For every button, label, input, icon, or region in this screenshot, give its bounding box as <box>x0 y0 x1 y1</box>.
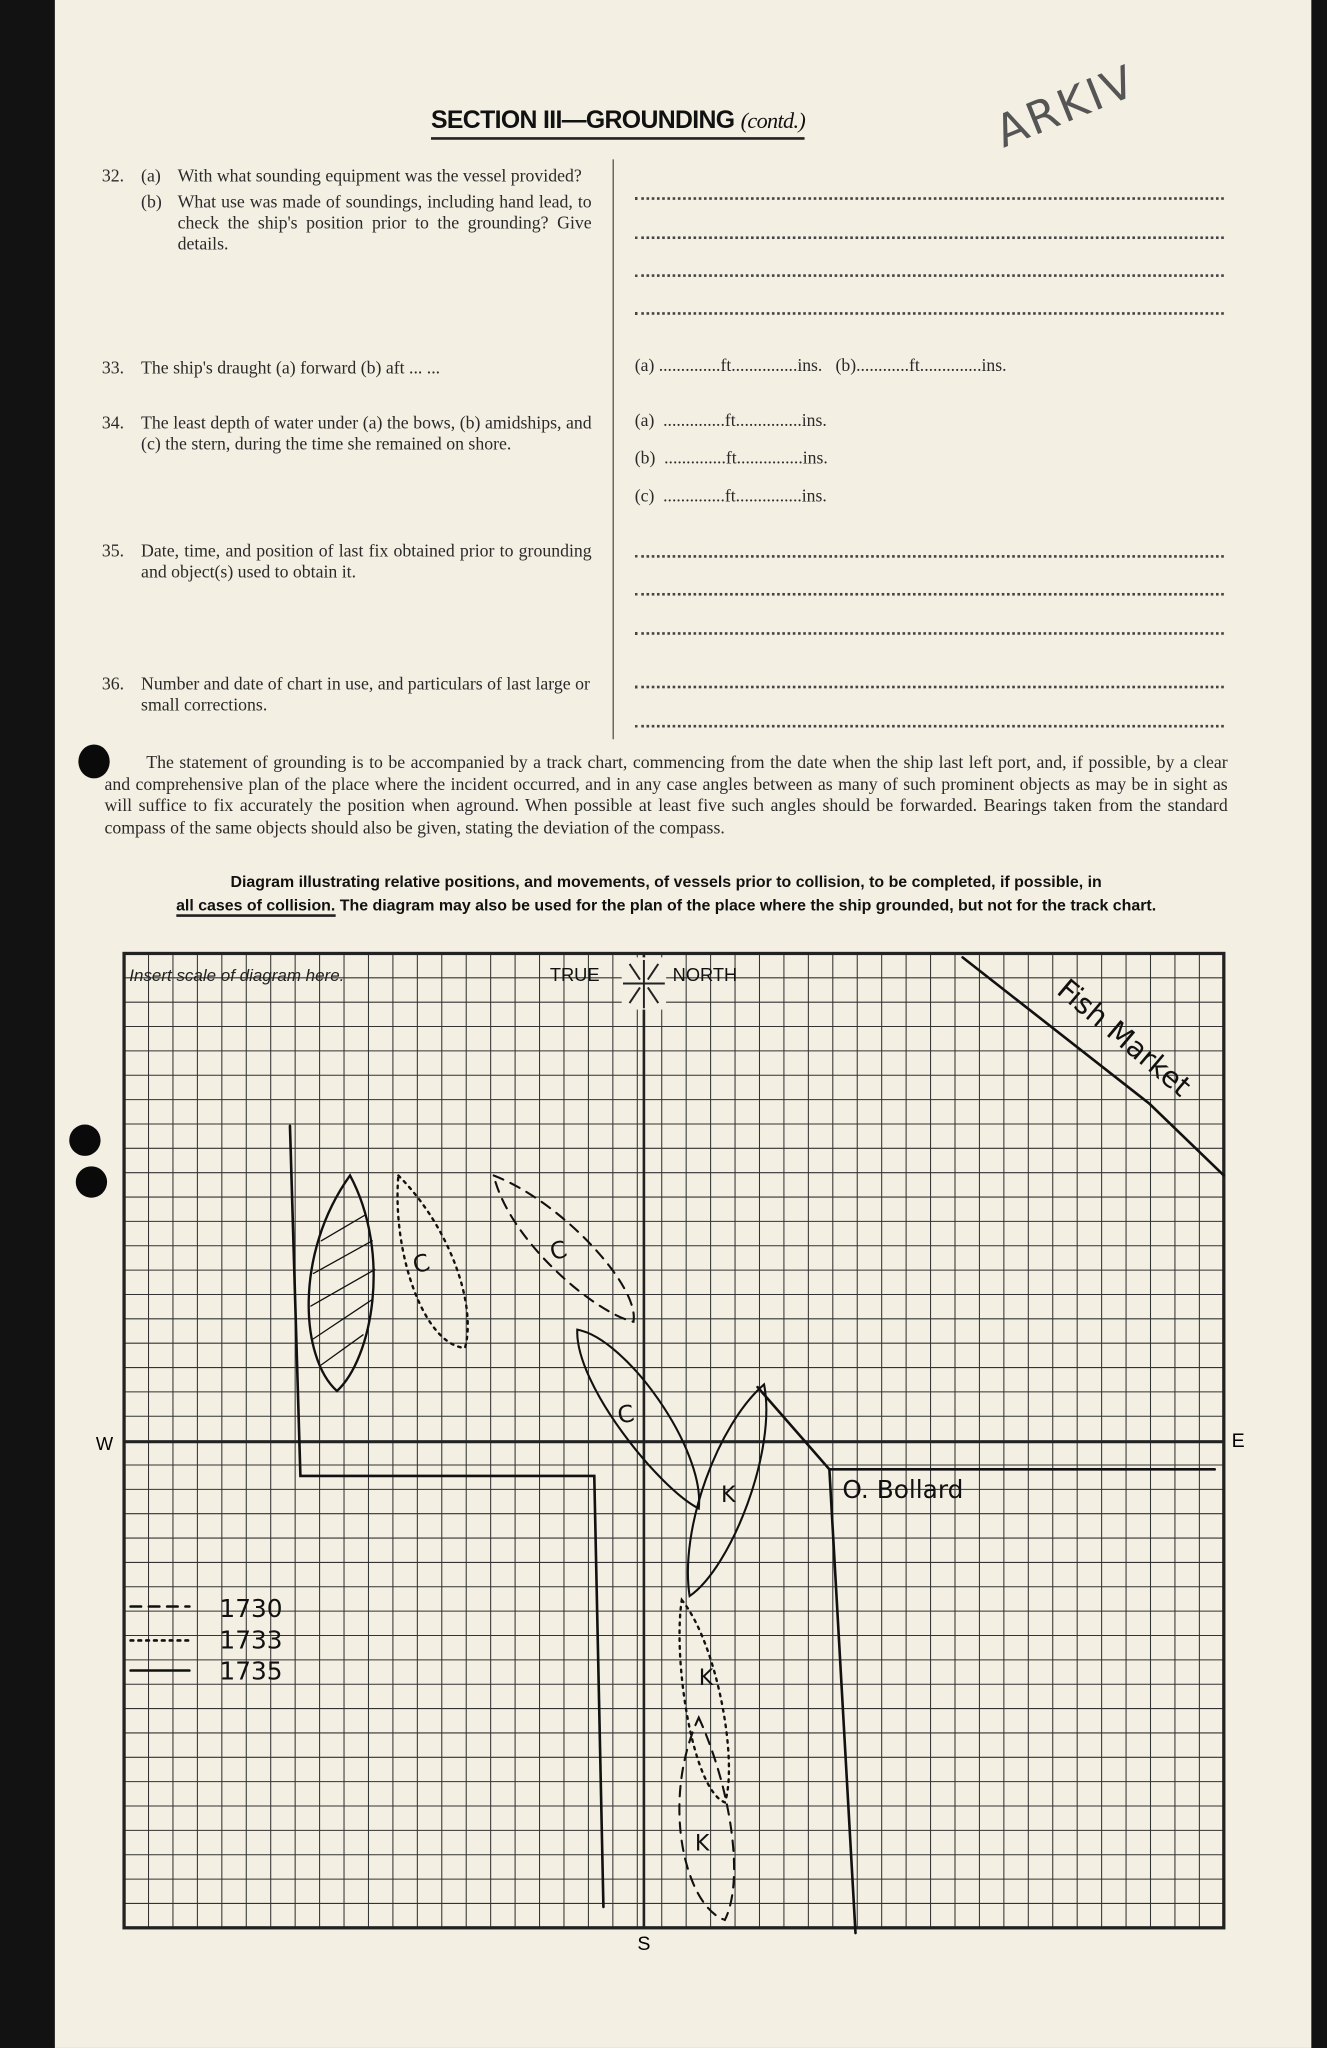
question-number: 35. <box>101 540 125 561</box>
question-text: The least depth of water under (a) the bows, (b) amidships, and (c) the stern, during the time she remained on shore. <box>141 412 592 454</box>
depth-answer-c[interactable]: (c) ..............ft...............ins. <box>634 485 827 506</box>
part-label: (b) <box>141 191 162 212</box>
question-number: 34. <box>101 412 125 433</box>
quay-wall-east <box>758 1387 1215 1469</box>
caption-underlined: all cases of collision. <box>176 896 335 917</box>
caption-text: The diagram may also be used for the plan of the place where the ship grounded, but not for the track chart. <box>339 895 1157 915</box>
east-label: E <box>1231 1430 1245 1453</box>
true-label: TRUE <box>549 963 600 985</box>
north-label: NORTH <box>672 963 738 985</box>
grounding-instructions: The statement of grounding is to be accompanied by a track chart, commencing from the date when the ship last left port, and, if possible, by a clear and comprehensive plan of the place where the incident occurred, and in any case angles between as many of such prominent objects as may be in sight as will suffice to fix accurately the position when aground. When possible at least five such angles should be forwarded. Bearings taken from the standard compass of the same objects should also be given, stating the deviation of the compass. <box>104 752 1228 837</box>
legend-time-1733: 1733 <box>219 1625 283 1655</box>
question-number: 32. <box>101 165 125 186</box>
vessel-c-label: C <box>409 1247 433 1280</box>
vessel-k-label: K <box>698 1664 714 1691</box>
vessel-hatched <box>309 1175 375 1391</box>
fish-market-label: Fish Market <box>1050 971 1198 1104</box>
question-text: Number and date of chart in use, and particulars of last large or small corrections. <box>141 673 590 715</box>
vessel-c-1733 <box>398 1175 468 1347</box>
draught-answer[interactable]: (a) ..............ft...............ins. (b)............ft..............ins. <box>634 355 1007 375</box>
vessel-k-1730 <box>679 1718 734 1920</box>
question-number: 36. <box>101 673 125 694</box>
question-text: The ship's draught (a) forward (b) aft ... ... <box>141 357 441 378</box>
question-number: 33. <box>101 357 125 378</box>
depth-answer-a[interactable]: (a) ..............ft...............ins. <box>634 410 827 430</box>
section-title: SECTION III—GROUNDING (contd.) <box>431 107 805 140</box>
caption-text: Diagram illustrating relative positions, and movements, of vessels prior to collision, to be completed, if possible, in <box>230 872 1102 891</box>
vessel-k-label: K <box>694 1830 710 1857</box>
south-label: S <box>637 1933 651 1956</box>
scale-label[interactable]: Insert scale of diagram here. <box>129 965 345 985</box>
arkiv-stamp: ARKIV <box>988 55 1144 159</box>
depth-answer-b[interactable]: (b) ..............ft...............ins. <box>634 447 828 468</box>
vessel-k-label: K <box>720 1482 736 1509</box>
part-label: (a) <box>141 165 161 186</box>
handwritten-plan <box>131 957 1224 1933</box>
legend-time-1730: 1730 <box>219 1593 283 1623</box>
question-text: Date, time, and position of last fix obtained prior to grounding and object(s) used to obtain it. <box>141 540 592 582</box>
question-text: With what sounding equipment was the vessel provided? <box>177 165 582 186</box>
vessel-c-label: C <box>546 1234 570 1267</box>
legend-time-1735: 1735 <box>219 1656 283 1686</box>
west-label: W <box>95 1432 114 1454</box>
question-text: What use was made of soundings, including hand lead, to check the ship's position prior to the grounding? Give details. <box>177 191 592 254</box>
vessel-c-label: C <box>615 1399 637 1430</box>
bollard-label: O. Bollard <box>842 1475 964 1505</box>
compass-rose-icon <box>622 957 666 1009</box>
vessel-k-1733 <box>680 1600 729 1802</box>
